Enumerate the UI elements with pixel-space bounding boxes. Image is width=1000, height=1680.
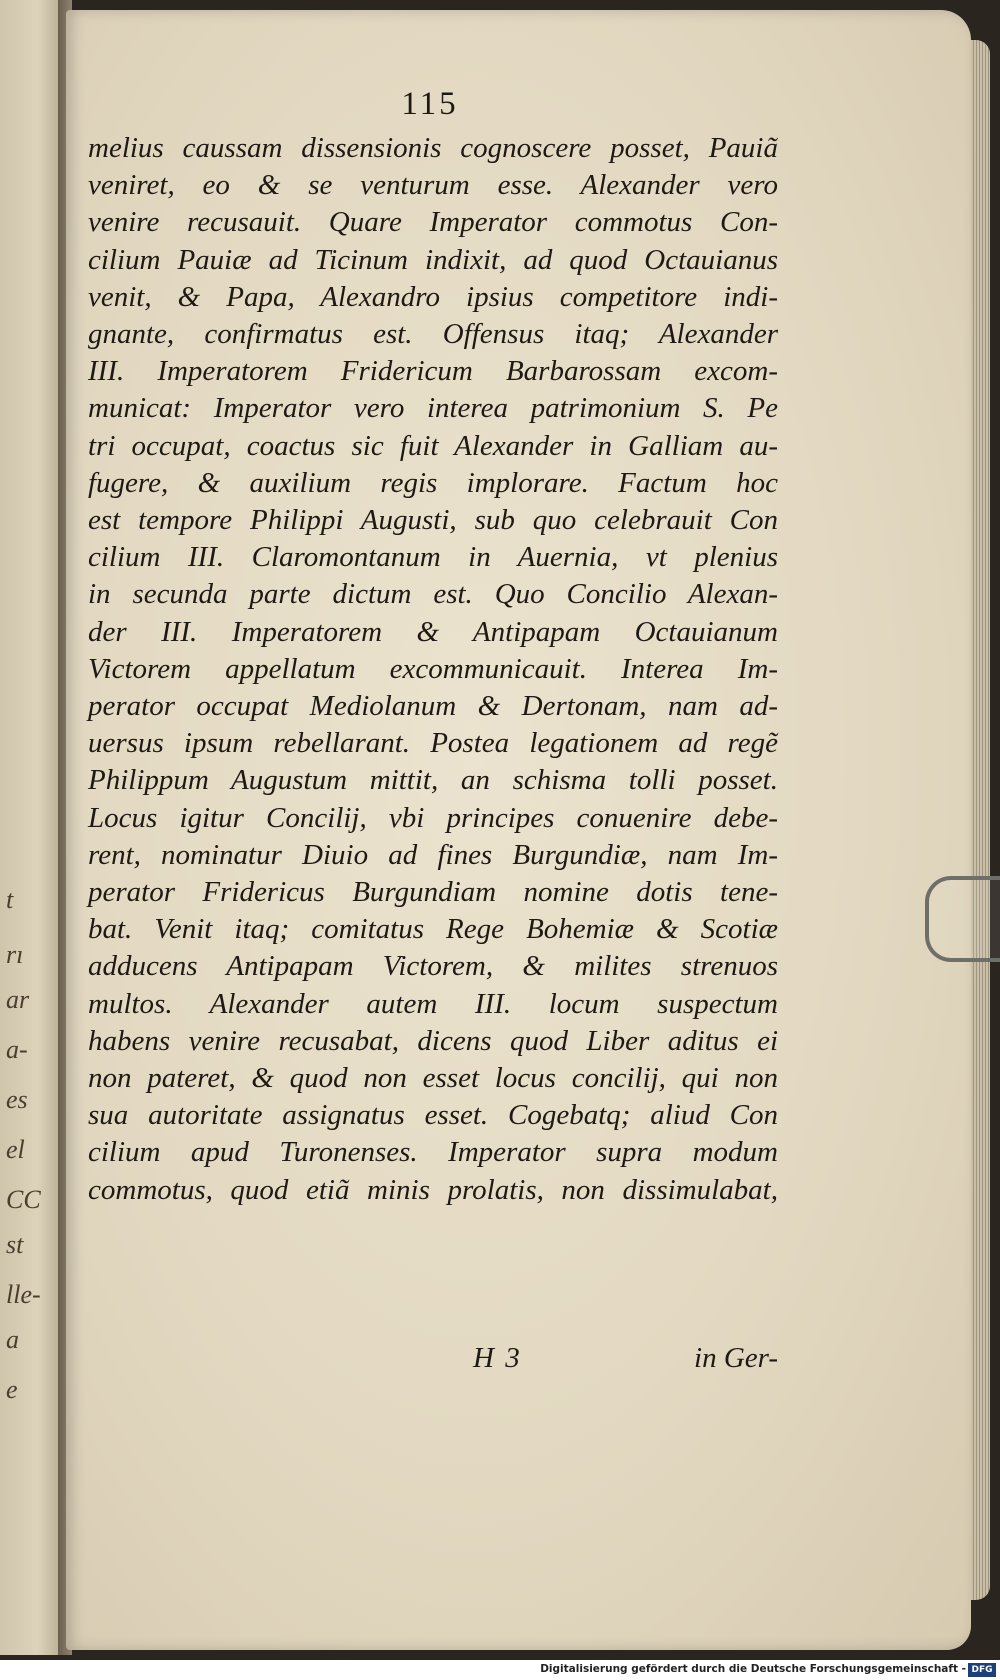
page-number: 115 (401, 86, 459, 122)
text-line: venit, & Papa, Alexandro ipsius competitore indi- (88, 280, 778, 313)
text-line: bat. Venit itaq; comitatus Rege Bohemiæ & Scotiæ (88, 913, 778, 946)
text-line: adducens Antipapam Victorem, & milites strenuos (88, 950, 778, 983)
text-line: municat: Imperator vero interea patrimonium S. Pe (88, 392, 778, 425)
funding-credit: Digitalisierung gefördert durch die Deutsche Forschungsgemeinschaft - (540, 1663, 966, 1675)
page-edges (968, 40, 990, 1600)
text-line: melius caussam dissensionis cognoscere posset, Pauiã (88, 132, 778, 164)
text-line: est tempore Philippi Augusti, sub quo celebrauit Con (88, 504, 778, 537)
credit-bar (0, 1660, 1000, 1680)
margin-fragment: a- (6, 1035, 28, 1064)
text-line: der III. Imperatorem & Antipapam Octauianum (88, 615, 778, 648)
facing-page-edge (0, 0, 62, 1655)
catchword: in Ger- (694, 1342, 778, 1374)
text-line: non pateret, & quod non esset locus concilij, qui non (88, 1062, 778, 1095)
text-line: uersus ipsum rebellarant. Postea legationem ad regẽ (88, 727, 778, 760)
body-text (88, 130, 778, 1209)
text-line: fugere, & auxilium regis implorare. Factum hoc (88, 466, 778, 499)
text-line: in secunda parte dictum est. Quo Concilio Alexan- (88, 578, 778, 611)
margin-fragment: st (6, 1230, 24, 1259)
margin-fragment: es (6, 1085, 28, 1114)
page-clip (925, 876, 1000, 962)
text-line: III. Imperatorem Fridericum Barbarossam excom- (88, 355, 778, 388)
page-footer (88, 1342, 778, 1382)
text-line: rent, nominatur Diuio ad fines Burgundiæ, nam Im- (88, 838, 778, 871)
text-line: Philippum Augustum mittit, an schisma tolli posset. (88, 764, 778, 797)
margin-fragment: t (6, 885, 14, 914)
margin-fragment: ar (6, 985, 30, 1014)
margin-fragment: CC (6, 1185, 41, 1214)
text-line: perator occupat Mediolanum & Dertonam, nam ad- (88, 690, 778, 723)
text-line: sua autoritate assignatus esset. Cogebatq; aliud Con (88, 1099, 778, 1132)
signature-mark: H 3 (473, 1342, 522, 1374)
text-line: commotus, quod etiã minis prolatis, non dissimulabat, (88, 1173, 778, 1206)
margin-fragment: e (6, 1375, 18, 1404)
text-line: perator Fridericus Burgundiam nomine dotis tene- (88, 876, 778, 909)
margin-fragment: lle- (6, 1280, 41, 1309)
text-line: habens venire recusabat, dicens quod Liber aditus ei (88, 1024, 778, 1057)
dfg-logo: DFG (968, 1663, 996, 1677)
text-line: cilium apud Turonenses. Imperator supra modum (88, 1136, 778, 1169)
text-line: tri occupat, coactus sic fuit Alexander in Galliam au- (88, 429, 778, 462)
text-line: venire recusauit. Quare Imperator commotus Con- (88, 206, 778, 239)
text-line: Victorem appellatum excommunicauit. Interea Im- (88, 652, 778, 685)
margin-fragment: a (6, 1325, 19, 1354)
margin-fragment: el (6, 1135, 25, 1164)
facing-page-fragments (6, 0, 56, 1655)
text-line: veniret, eo & se venturum esse. Alexander vero (88, 169, 778, 202)
margin-fragment: rı (6, 940, 24, 969)
text-line: Locus igitur Concilij, vbi principes conuenire debe- (88, 801, 778, 834)
text-line: cilium III. Claromontanum in Auernia, vt plenius (88, 541, 778, 574)
text-line: gnante, confirmatus est. Offensus itaq; Alexander (88, 318, 778, 351)
text-line: multos. Alexander autem III. locum suspectum (88, 987, 778, 1020)
text-line: cilium Pauiæ ad Ticinum indixit, ad quod Octauianus (88, 243, 778, 276)
